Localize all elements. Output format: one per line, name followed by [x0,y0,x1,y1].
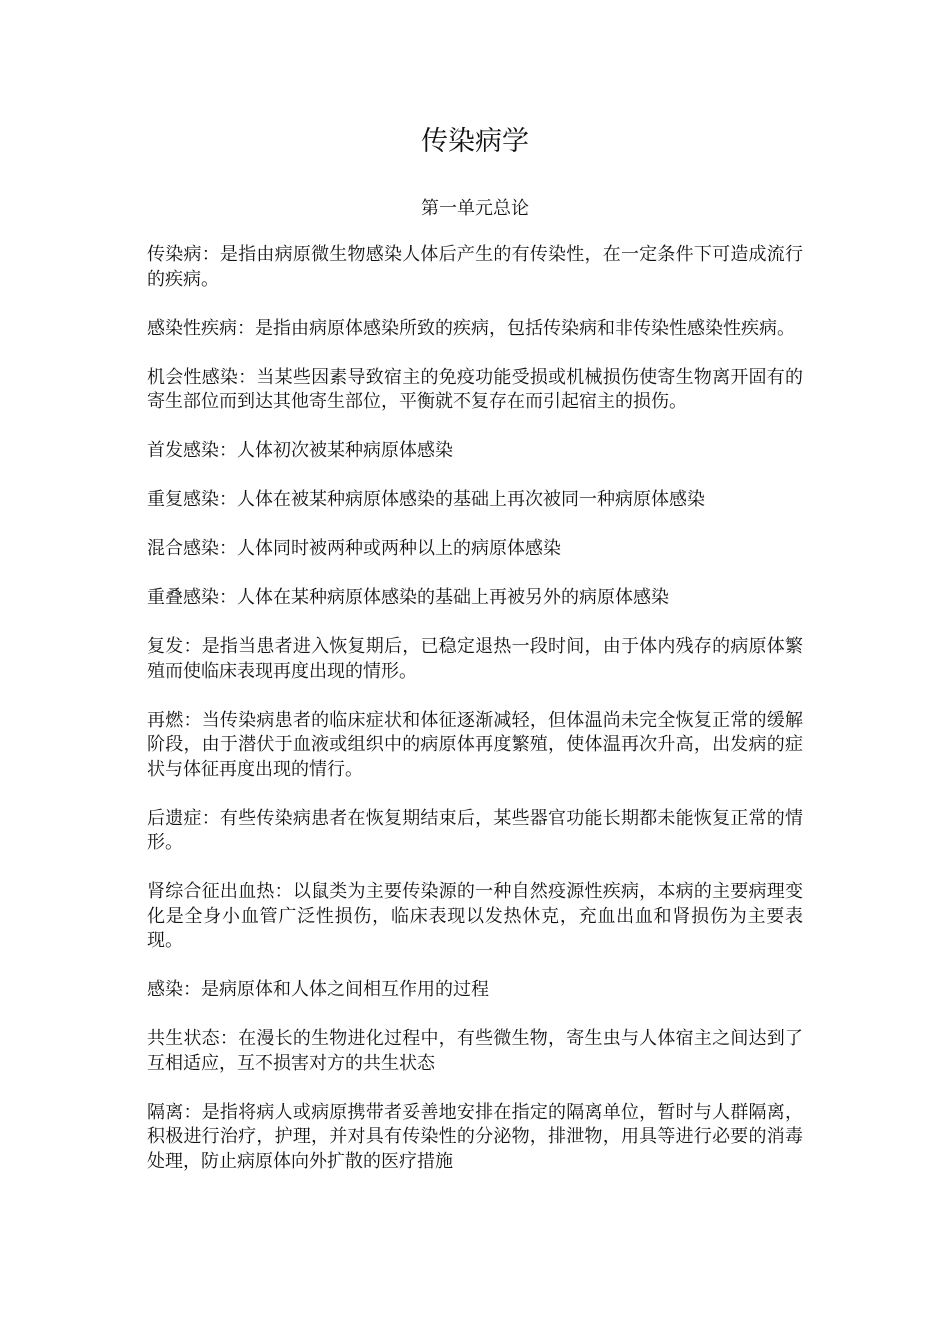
entry-definition: 有些传染病患者在恢复期结束后，某些器官功能长期都未能恢复正常的情形。 [147,807,804,853]
entry-separator: ： [183,709,202,731]
entry-definition: 人体同时被两种或两种以上的病原体感染 [237,538,561,559]
entry-definition: 人体在某种病原体感染的基础上再被另外的病原体感染 [237,587,669,608]
definition-entry [147,635,803,684]
entry-term: 复发 [147,636,184,657]
entry-separator: ： [201,244,220,265]
definition-entry [147,709,803,783]
definition-entry [147,537,803,562]
entry-term: 隔离 [147,1101,184,1123]
entry-separator: ： [274,881,293,902]
entry-term: 肾综合征出血热 [147,881,275,902]
entry-separator: ： [219,587,237,608]
unit-heading: 第一单元总论 [421,198,529,219]
entry-separator: ： [183,1101,202,1123]
entry-term: 首发感染 [147,440,219,461]
entry-separator: ： [183,979,201,1000]
entry-term: 混合感染 [147,538,219,559]
entry-term: 感染性疾病 [147,317,237,339]
entry-definition: 是指当患者进入恢复期后，已稳定退热一段时间，由于体内残存的病原体繁殖而使临床表现再度出现的情形。 [147,636,804,682]
entry-definition: 在漫长的生物进化过程中，有些微生物，寄生虫与人体宿主之间达到了互相适应，互不损害对方的共生状态 [147,1028,804,1074]
entry-term: 机会性感染 [147,366,239,388]
definition-entry [147,586,803,611]
definition-entry [147,1027,803,1076]
entry-definition: 是指由病原微生物感染人体后产生的有传染性，在一定条件下可造成流行的疾病。 [147,244,804,290]
entry-definition: 人体初次被某种病原体感染 [237,440,453,461]
definition-entry [147,366,803,415]
entry-term: 再燃 [147,709,184,731]
entry-separator: ： [201,807,220,829]
entry-separator: ： [238,366,257,388]
entry-separator: ： [237,317,255,339]
entry-definition: 是指将病人或病原携带者妥善地安排在指定的隔离单位，暂时与人群隔离，积极进行治疗，护理，并对具有传染性的分泌物，排泄物，用具等进行必要的消毒处理，防止病原体向外扩散的医疗措施 [147,1101,804,1172]
entry-definition: 以鼠类为主要传染源的一种自然疫源性疾病，本病的主要病理变化是全身小血管广泛性损伤，临床表现以发热休克，充血出血和肾损伤为主要表现。 [147,881,804,951]
entry-definition: 人体在被某种病原体感染的基础上再次被同一种病原体感染 [237,489,705,510]
definition-entry [147,880,803,954]
definition-entry [147,1101,803,1175]
definition-entry [147,978,803,1003]
entry-separator: ： [219,440,237,461]
definition-entry [147,317,803,342]
definition-entry [147,243,803,292]
entry-separator: ： [183,636,202,657]
entry-separator: ： [219,1028,239,1049]
entry-definition: 当某些因素导致宿主的免疫功能受损或机械损伤使寄生物离开固有的寄生部位而到达其他寄生部位，平衡就不复存在而引起宿主的损伤。 [147,366,804,412]
entry-separator: ： [219,489,237,510]
document-page [147,122,803,1199]
entry-term: 重叠感染 [147,587,219,608]
entry-separator: ： [219,538,237,559]
definition-list [147,243,803,1174]
entry-term: 后遗症 [147,807,202,829]
entry-definition: 是指由病原体感染所致的疾病，包括传染病和非传染性感染性疾病。 [255,317,795,339]
entry-definition: 当传染病患者的临床症状和体征逐渐减轻，但体温尚未完全恢复正常的缓解阶段，由于潜伏于血液或组织中的病原体再度繁殖，使体温再次升高，出发病的症状与体征再度出现的情行。 [147,709,804,780]
definition-entry [147,488,803,513]
document-title: 传染病学 [421,126,529,157]
entry-term: 重复感染 [147,489,219,510]
definition-entry [147,807,803,856]
entry-term: 共生状态 [147,1028,220,1049]
entry-definition: 是病原体和人体之间相互作用的过程 [201,979,489,1000]
entry-term: 传染病 [147,244,202,265]
definition-entry [147,439,803,464]
entry-term: 感染 [147,979,183,1000]
